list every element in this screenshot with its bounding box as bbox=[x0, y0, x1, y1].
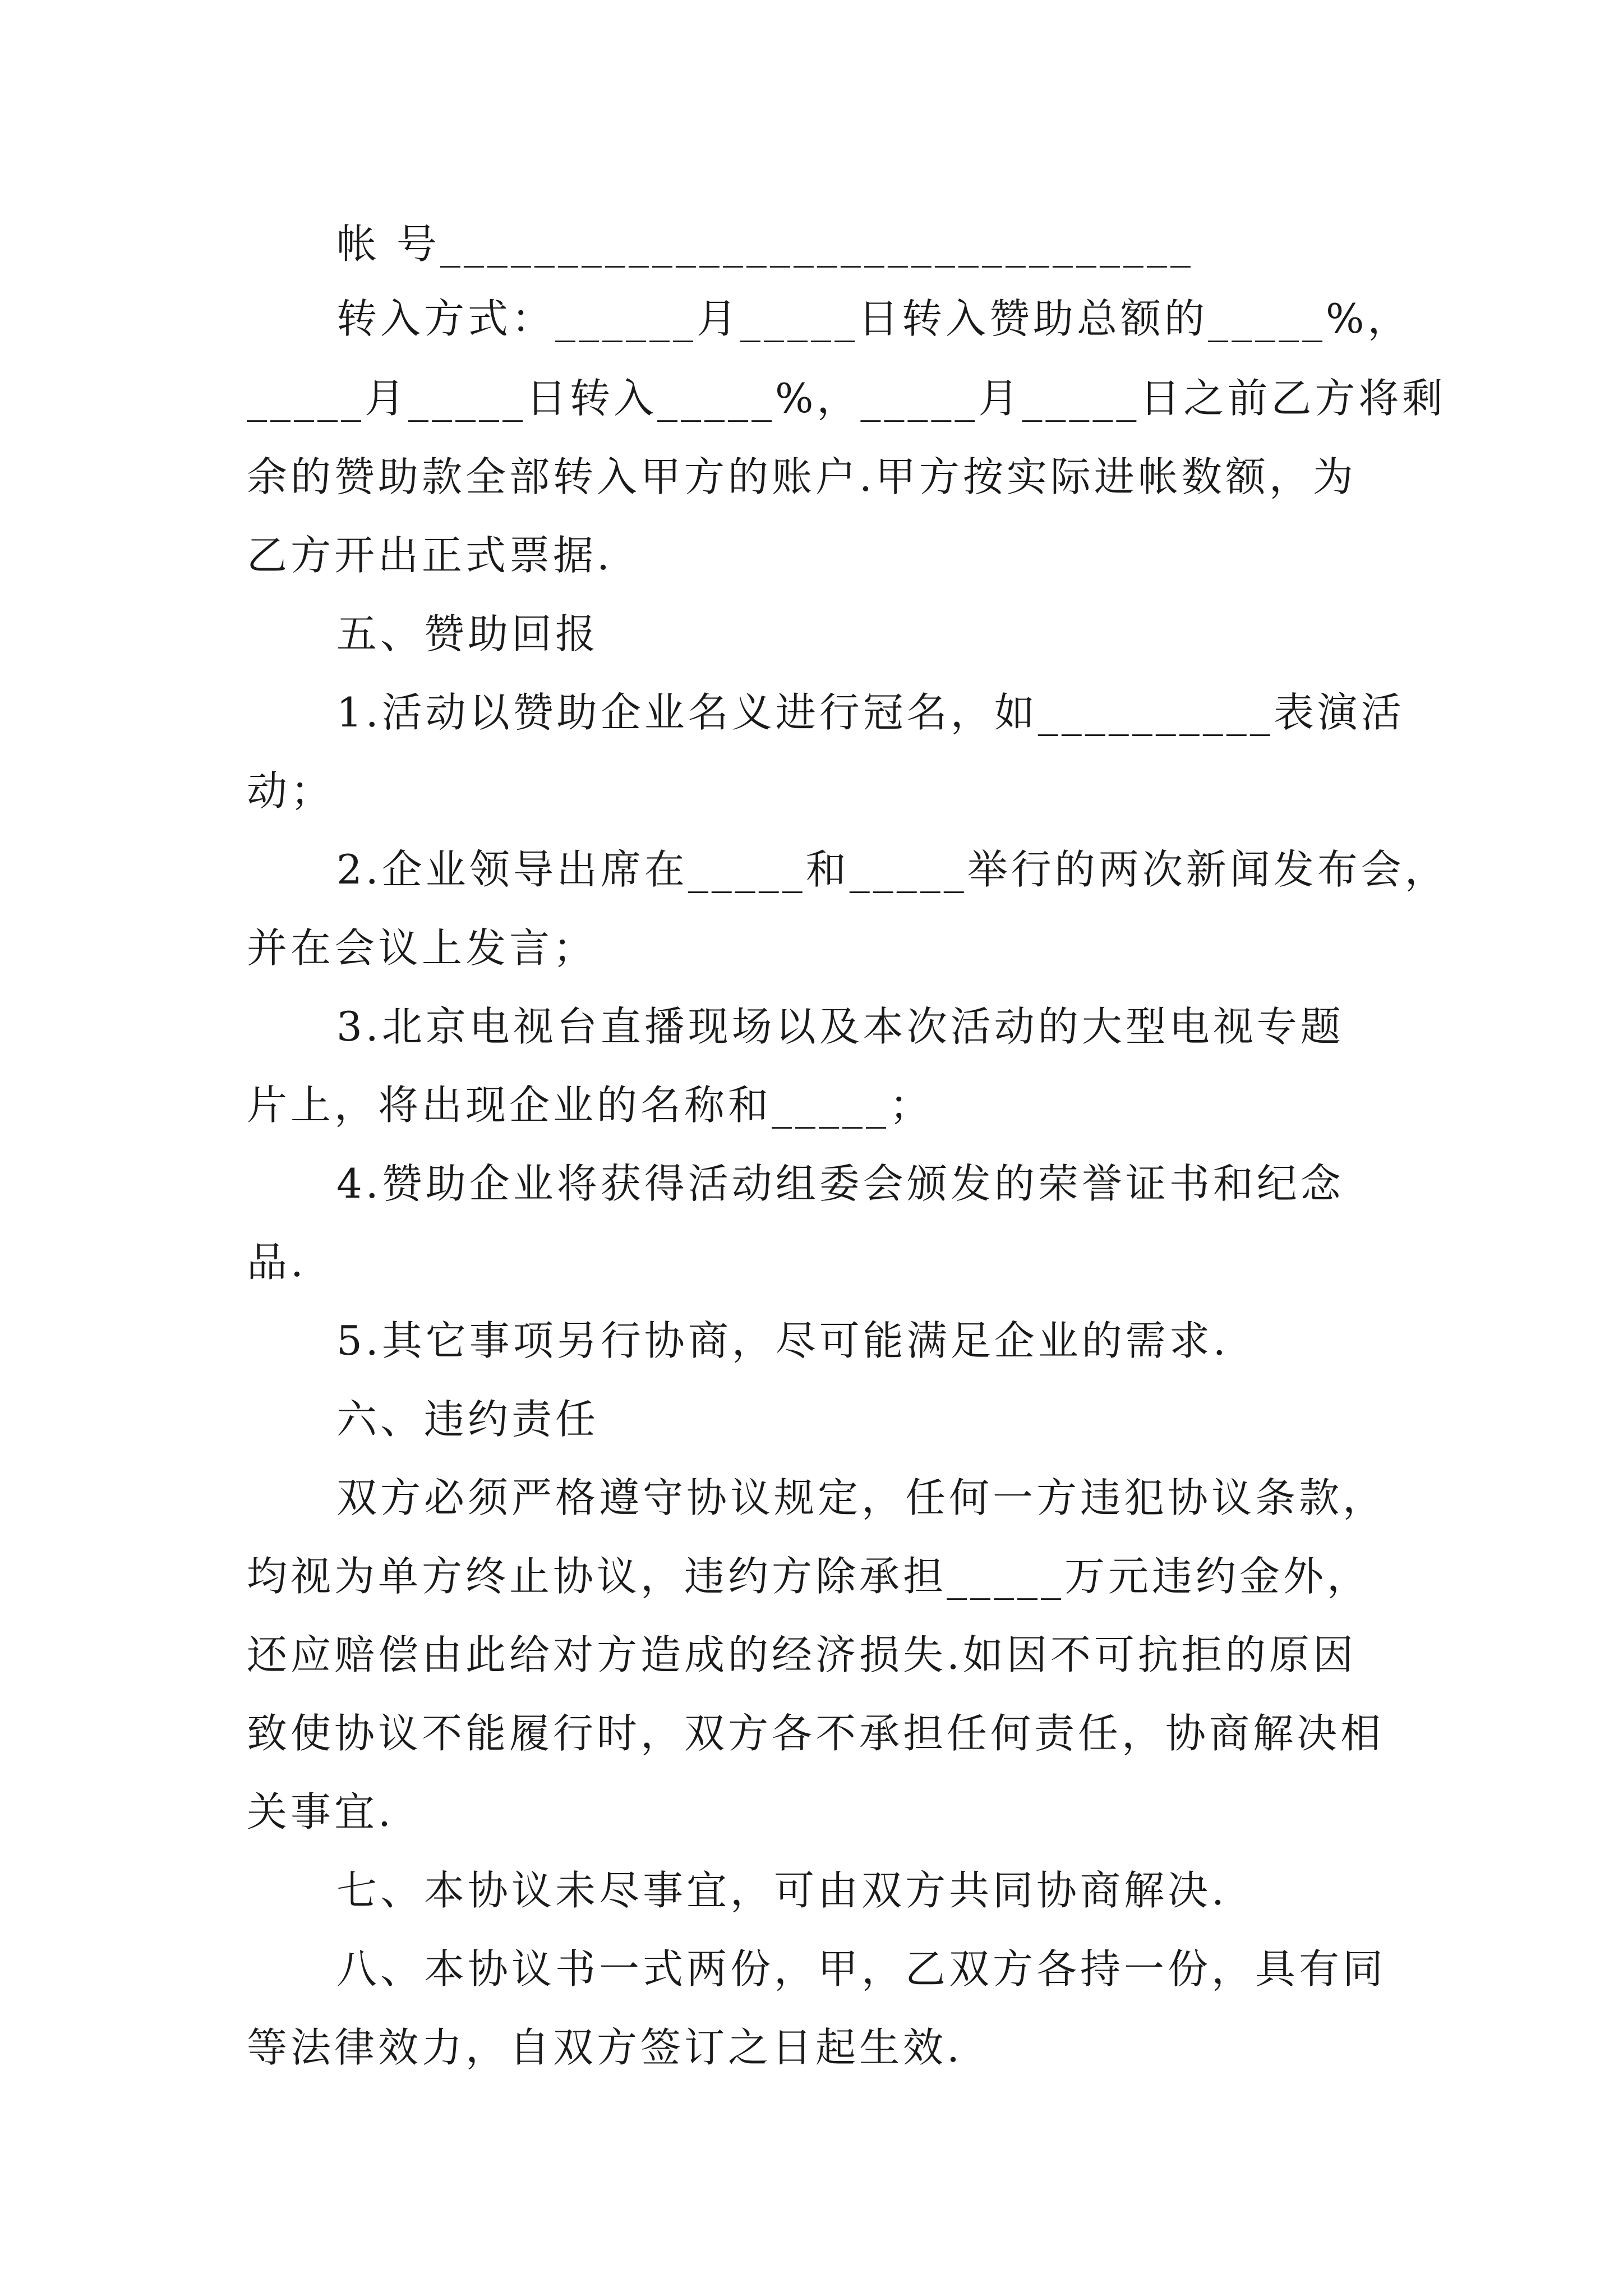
paragraph-line: 关事宜. bbox=[247, 1788, 394, 1835]
list-item: 5.其它事项另行协商，尽可能满足企业的需求. bbox=[336, 1317, 1229, 1364]
section-heading-unresolved-matters: 七、本协议未尽事宜，可由双方共同协商解决. bbox=[336, 1867, 1228, 1914]
paragraph-line: 均视为单方终止协议，违约方除承担_____万元违约金外， bbox=[247, 1553, 1371, 1600]
paragraph-line: 片上，将出现企业的名称和_____； bbox=[247, 1082, 934, 1129]
transfer-method-line: 转入方式：______月_____日转入赞助总额的_____%， bbox=[336, 295, 1412, 342]
paragraph-line: 品. bbox=[247, 1239, 307, 1286]
list-item: 3.北京电视台直播现场以及本次活动的大型电视专题 bbox=[336, 1003, 1344, 1050]
section-heading-breach-liability: 六、违约责任 bbox=[336, 1396, 600, 1443]
paragraph-line: 乙方开出正式票据. bbox=[247, 532, 613, 579]
paragraph-line: 双方必须严格遵守协议规定，任何一方违犯协议条款， bbox=[336, 1474, 1387, 1521]
list-item: 4.赞助企业将获得活动组委会颁发的荣誉证书和纪念 bbox=[336, 1160, 1344, 1207]
section-heading-copies: 八、本协议书一式两份，甲，乙双方各持一份，具有同 bbox=[336, 1945, 1387, 1993]
paragraph-line: 动； bbox=[247, 767, 335, 815]
paragraph-line: 余的赞助款全部转入甲方的账户.甲方按实际进帐数额，为 bbox=[247, 453, 1357, 500]
paragraph-line: 等法律效力，自双方签订之日起生效. bbox=[247, 2024, 963, 2071]
paragraph-line: 致使协议不能履行时，双方各不承担任何责任，协商解决相 bbox=[247, 1710, 1385, 1757]
section-heading-sponsorship-return: 五、赞助回报 bbox=[336, 610, 600, 657]
paragraph-line: _____月_____日转入_____%，_____月_____日之前乙方将剩 bbox=[247, 375, 1446, 422]
account-number-line: 帐 号________________________________ bbox=[336, 220, 1194, 268]
list-item: 1.活动以赞助企业名义进行冠名，如__________表演活 bbox=[336, 689, 1405, 736]
list-item: 2.企业领导出席在_____和_____举行的两次新闻发布会， bbox=[336, 846, 1449, 893]
paragraph-line: 还应赔偿由此给对方造成的经济损失.如因不可抗拒的原因 bbox=[247, 1631, 1357, 1678]
paragraph-line: 并在会议上发言； bbox=[247, 924, 597, 972]
